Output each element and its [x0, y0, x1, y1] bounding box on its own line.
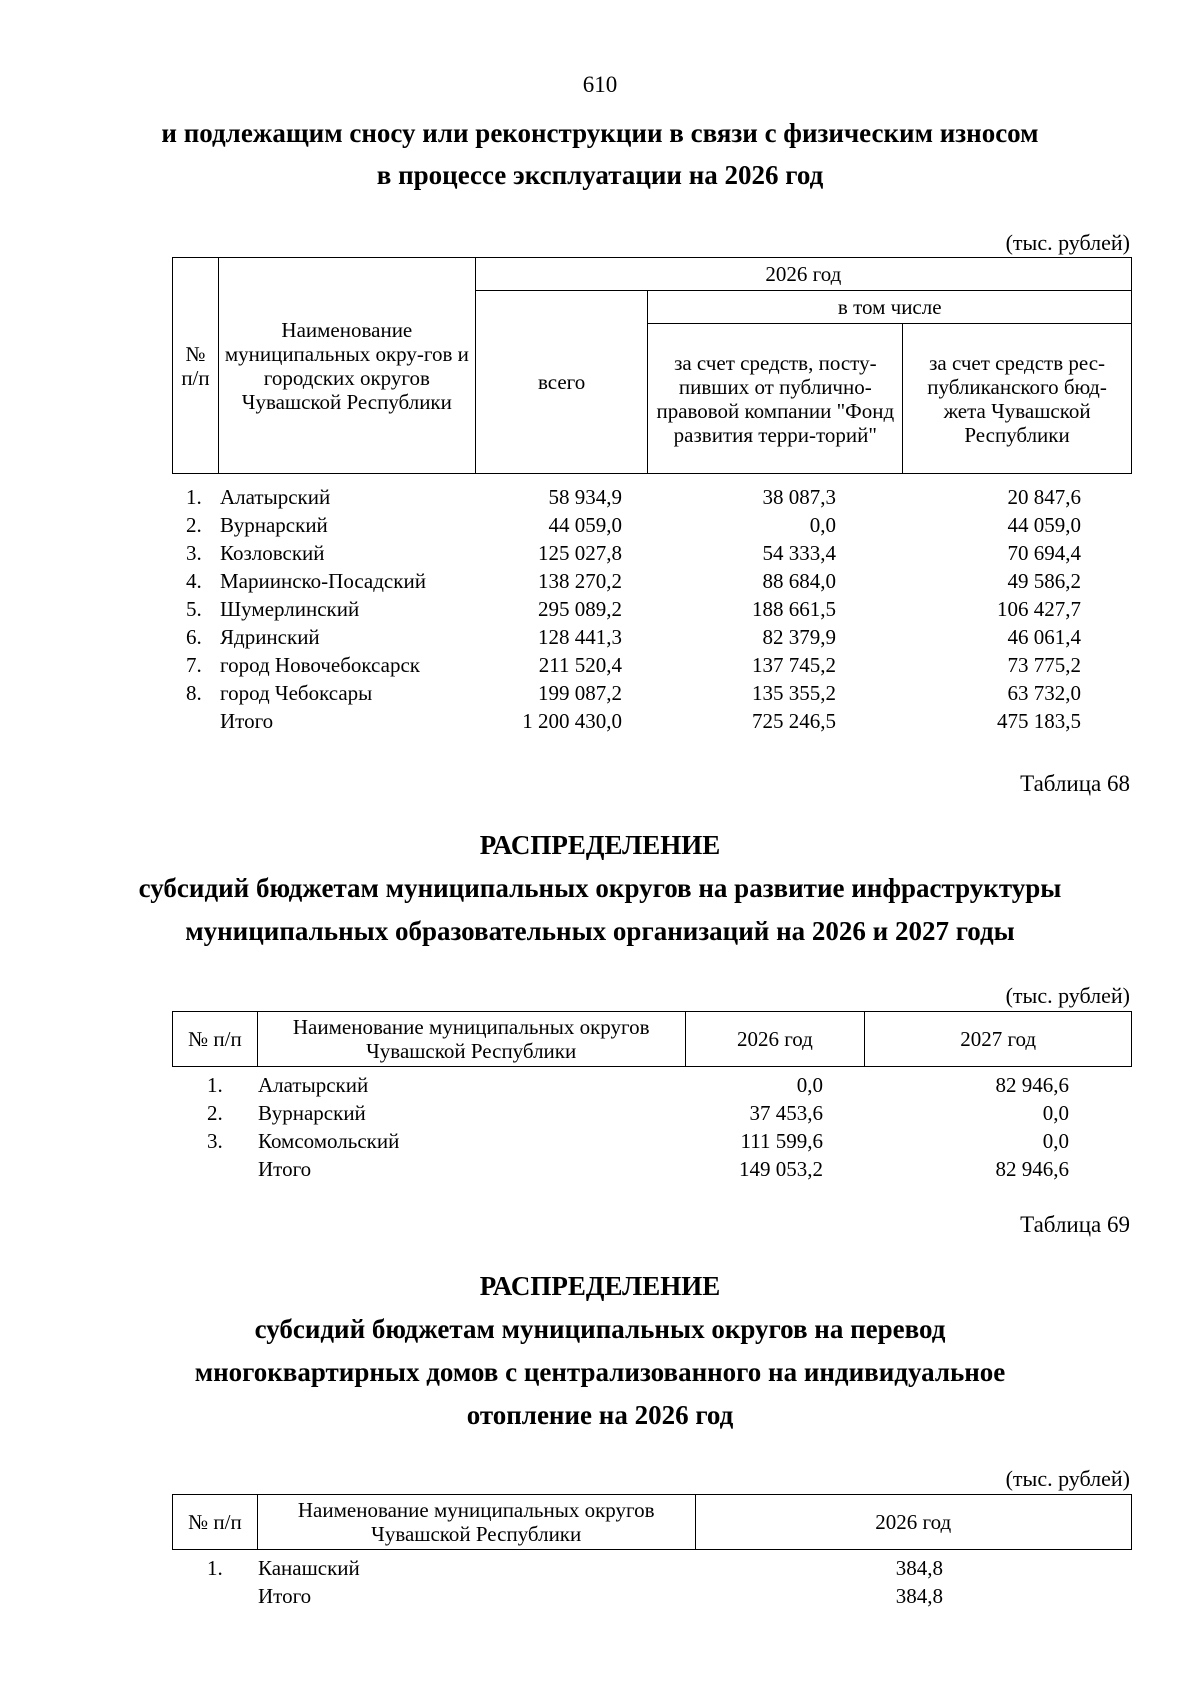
table-row [0, 511, 1200, 539]
table-row [0, 623, 1200, 651]
row-total: 128 441,3 [538, 625, 622, 649]
row-name: Козловский [220, 541, 325, 565]
t68-header-num: № п/п [173, 1012, 258, 1067]
row-total: 138 270,2 [538, 569, 622, 593]
row-fund: 725 246,5 [752, 709, 836, 733]
row-number: 3. [186, 541, 202, 565]
row-2026: 384,8 [895, 1584, 943, 1608]
table-row [0, 567, 1200, 595]
row-name: Алатырский [220, 485, 331, 509]
t69-header-num: № п/п [173, 1495, 258, 1550]
row-name: город Чебоксары [220, 681, 373, 705]
t67-title-line-1: и подлежащим сносу или реконструкции в связи с физическим износом [161, 118, 1039, 148]
row-number: 1. [207, 1073, 223, 1097]
row-name: Алатырский [258, 1073, 369, 1097]
row-republic: 73 775,2 [1007, 653, 1081, 677]
row-total: 1 200 430,0 [522, 709, 622, 733]
t68-header-2026: 2026 год [685, 1012, 865, 1067]
row-fund: 188 661,5 [752, 597, 836, 621]
row-name: Вурнарский [258, 1101, 366, 1125]
row-republic: 20 847,6 [1007, 485, 1081, 509]
table-row [0, 483, 1200, 511]
t69-title-line-2: субсидий бюджетам муниципальных округов на перевод [254, 1314, 946, 1344]
t69-units: (тыс. рублей) [1005, 1466, 1130, 1491]
table-row [0, 595, 1200, 623]
row-number: 1. [207, 1556, 223, 1580]
t68-header-name: Наименование муниципальных округов Чувашской Республики [257, 1012, 685, 1067]
row-number: 8. [186, 681, 202, 705]
t67-header-year: 2026 год [475, 258, 1131, 291]
table-row-total [0, 707, 1200, 735]
row-2026: 384,8 [895, 1556, 943, 1580]
row-republic: 46 061,4 [1007, 625, 1081, 649]
row-name: Комсомольский [258, 1129, 400, 1153]
t69-header-2026: 2026 год [695, 1495, 1131, 1550]
row-fund: 0,0 [809, 513, 836, 537]
row-2026: 111 599,6 [740, 1129, 823, 1153]
t67-header-total: всего [475, 291, 648, 474]
row-name: Канашский [258, 1556, 360, 1580]
t68-title-line-2: субсидий бюджетам муниципальных округов на развитие инфраструктуры [138, 873, 1062, 903]
row-fund: 135 355,2 [752, 681, 836, 705]
t69-header-table [172, 1494, 1132, 1550]
row-republic: 70 694,4 [1007, 541, 1081, 565]
row-total: 58 934,9 [548, 485, 622, 509]
row-number: 6. [186, 625, 202, 649]
t69-header-name: Наименование муниципальных округов Чувашской Республики [257, 1495, 695, 1550]
t68-title-line-3: муниципальных образовательных организаций на 2026 и 2027 годы [185, 916, 1015, 946]
row-number: 3. [207, 1129, 223, 1153]
row-number: 2. [207, 1101, 223, 1125]
t68-units: (тыс. рублей) [1005, 983, 1130, 1008]
t69-title-line-1: РАСПРЕДЕЛЕНИЕ [479, 1271, 721, 1301]
page-number: 610 [582, 72, 618, 97]
row-total: 199 087,2 [538, 681, 622, 705]
row-name: город Новочебоксарск [220, 653, 420, 677]
row-republic: 475 183,5 [997, 709, 1081, 733]
table-row [0, 679, 1200, 707]
t67-title-line-2: в процессе эксплуатации на 2026 год [376, 160, 824, 190]
row-fund: 54 333,4 [762, 541, 836, 565]
row-name: Мариинско-Посадский [220, 569, 426, 593]
row-republic: 49 586,2 [1007, 569, 1081, 593]
row-number: 4. [186, 569, 202, 593]
table-row-total [0, 1155, 1200, 1183]
t68-label: Таблица 68 [1020, 771, 1130, 796]
t67-header-fund: за счет средств, посту-пивших от публично-правовой компании "Фонд развития терри-торий" [648, 324, 903, 474]
row-2026: 0,0 [796, 1073, 823, 1097]
row-2027: 82 946,6 [995, 1157, 1069, 1181]
row-fund: 82 379,9 [762, 625, 836, 649]
row-total: 295 089,2 [538, 597, 622, 621]
t67-header-table [172, 257, 1132, 474]
t67-header-including: в том числе [648, 291, 1132, 324]
t68-title-line-1: РАСПРЕДЕЛЕНИЕ [479, 830, 721, 860]
table-row [0, 1127, 1200, 1155]
row-name: Итого [258, 1584, 312, 1608]
row-2027: 0,0 [1042, 1129, 1069, 1153]
row-2026: 37 453,6 [749, 1101, 823, 1125]
row-2026: 149 053,2 [739, 1157, 823, 1181]
row-republic: 44 059,0 [1007, 513, 1081, 537]
row-fund: 88 684,0 [762, 569, 836, 593]
row-fund: 38 087,3 [762, 485, 836, 509]
table-row-total [0, 1582, 1200, 1610]
t69-title-line-3: многоквартирных домов с централизованного на индивидуальное [194, 1357, 1006, 1387]
row-2027: 82 946,6 [995, 1073, 1069, 1097]
t69-label: Таблица 69 [1020, 1212, 1130, 1237]
t69-title-line-4: отопление на 2026 год [466, 1400, 734, 1430]
row-name: Ядринский [220, 625, 320, 649]
row-republic: 63 732,0 [1007, 681, 1081, 705]
t68-header-table [172, 1011, 1132, 1067]
row-name: Вурнарский [220, 513, 328, 537]
table-row [0, 1099, 1200, 1127]
table-row [0, 1554, 1200, 1582]
row-name: Итого [258, 1157, 312, 1181]
t67-units: (тыс. рублей) [1005, 230, 1130, 255]
row-total: 125 027,8 [538, 541, 622, 565]
row-number: 5. [186, 597, 202, 621]
row-number: 2. [186, 513, 202, 537]
row-total: 44 059,0 [548, 513, 622, 537]
row-number: 1. [186, 485, 202, 509]
t68-header-2027: 2027 год [865, 1012, 1132, 1067]
row-2027: 0,0 [1042, 1101, 1069, 1125]
t67-header-republic: за счет средств рес-публиканского бюд-жета Чувашской Республики [903, 324, 1132, 474]
t67-header-num: № п/п [173, 258, 219, 474]
table-row [0, 651, 1200, 679]
t67-header-name: Наименование муниципальных окру-гов и городских округов Чувашской Республики [218, 258, 475, 474]
row-republic: 106 427,7 [997, 597, 1081, 621]
table-row [0, 1071, 1200, 1099]
row-name: Итого [220, 709, 274, 733]
row-fund: 137 745,2 [752, 653, 836, 677]
row-total: 211 520,4 [538, 653, 622, 677]
row-number: 7. [186, 653, 202, 677]
table-row [0, 539, 1200, 567]
row-name: Шумерлинский [220, 597, 360, 621]
